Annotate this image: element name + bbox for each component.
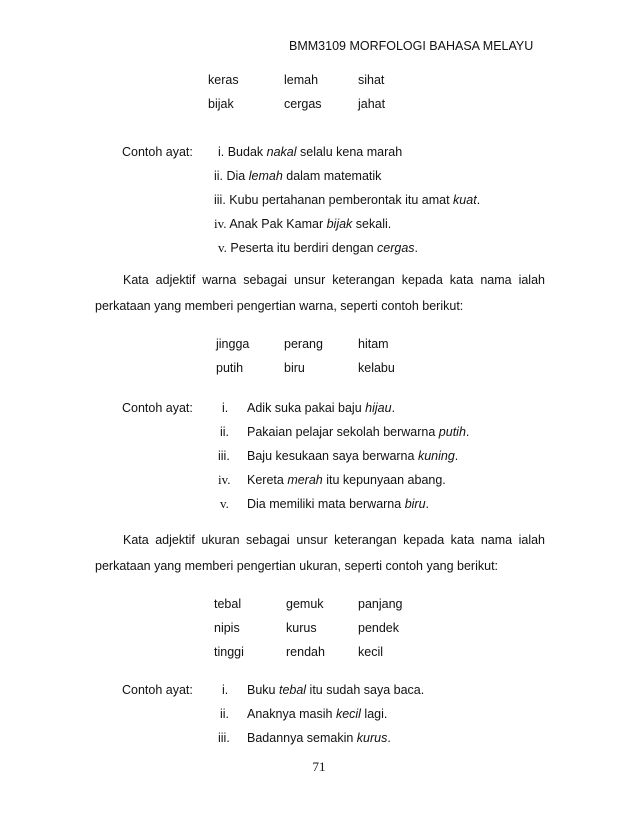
word: nipis	[214, 621, 240, 635]
word: tinggi	[214, 645, 244, 659]
word: cergas	[284, 97, 322, 111]
word: rendah	[286, 645, 325, 659]
example-sentence: iii. Kubu pertahanan pemberontak itu amat kuat.	[214, 193, 481, 207]
example-number: iii.	[218, 731, 230, 745]
word: perang	[284, 337, 323, 351]
example-number: v.	[220, 496, 229, 511]
contoh-ayat-label: Contoh ayat:	[122, 683, 193, 697]
paragraph-ukuran: Kata adjektif ukuran sebagai unsur keterangan kepada kata nama ialah perkataan yang memberi pengertian ukuran, seperti contoh yang berikut:	[95, 533, 545, 573]
example-sentence: Anaknya masih kecil lagi.	[247, 707, 388, 721]
word: kurus	[286, 621, 317, 635]
word: hitam	[358, 337, 389, 351]
example-sentence: Pakaian pelajar sekolah berwarna putih.	[247, 425, 470, 439]
word: biru	[284, 361, 305, 375]
example-sentence: v. Peserta itu berdiri dengan cergas.	[218, 240, 419, 255]
example-sentence: i. Budak nakal selalu kena marah	[218, 145, 403, 159]
example-number: ii.	[220, 425, 230, 439]
word: gemuk	[286, 597, 324, 611]
example-number: ii.	[220, 707, 230, 721]
example-sentence: Badannya semakin kurus.	[247, 731, 391, 745]
example-number: i.	[222, 683, 229, 697]
word: tebal	[214, 597, 242, 611]
word: pendek	[358, 621, 400, 635]
word: kelabu	[358, 361, 395, 375]
example-sentence: Adik suka pakai baju hijau.	[247, 401, 396, 415]
example-number: iii.	[218, 449, 230, 463]
example-sentence: Dia memiliki mata berwarna biru.	[247, 497, 430, 511]
paragraph-warna: Kata adjektif warna sebagai unsur keterangan kepada kata nama ialah perkataan yang memberi pengertian warna, seperti contoh berikut:	[95, 273, 545, 313]
word: jingga	[216, 337, 250, 351]
example-sentence: Baju kesukaan saya berwarna kuning.	[247, 449, 459, 463]
word: bijak	[208, 97, 234, 111]
word: jahat	[358, 97, 386, 111]
word: panjang	[358, 597, 403, 611]
example-sentence: Kereta merah itu kepunyaan abang.	[247, 473, 446, 487]
example-sentence: Buku tebal itu sudah saya baca.	[247, 683, 425, 697]
word: lemah	[284, 73, 319, 87]
example-sentence: ii. Dia lemah dalam matematik	[214, 169, 382, 183]
word: keras	[208, 73, 239, 87]
example-sentence: iv. Anak Pak Kamar bijak sekali.	[214, 216, 392, 231]
page-number: 71	[312, 759, 326, 774]
example-number: i.	[222, 401, 229, 415]
contoh-ayat-label: Contoh ayat:	[122, 401, 193, 415]
word: kecil	[358, 645, 384, 659]
word: sihat	[358, 73, 385, 87]
word: putih	[216, 361, 244, 375]
example-number: iv.	[218, 472, 231, 487]
page-header: BMM3109 MORFOLOGI BAHASA MELAYU	[289, 39, 534, 53]
contoh-ayat-label: Contoh ayat:	[122, 145, 193, 159]
